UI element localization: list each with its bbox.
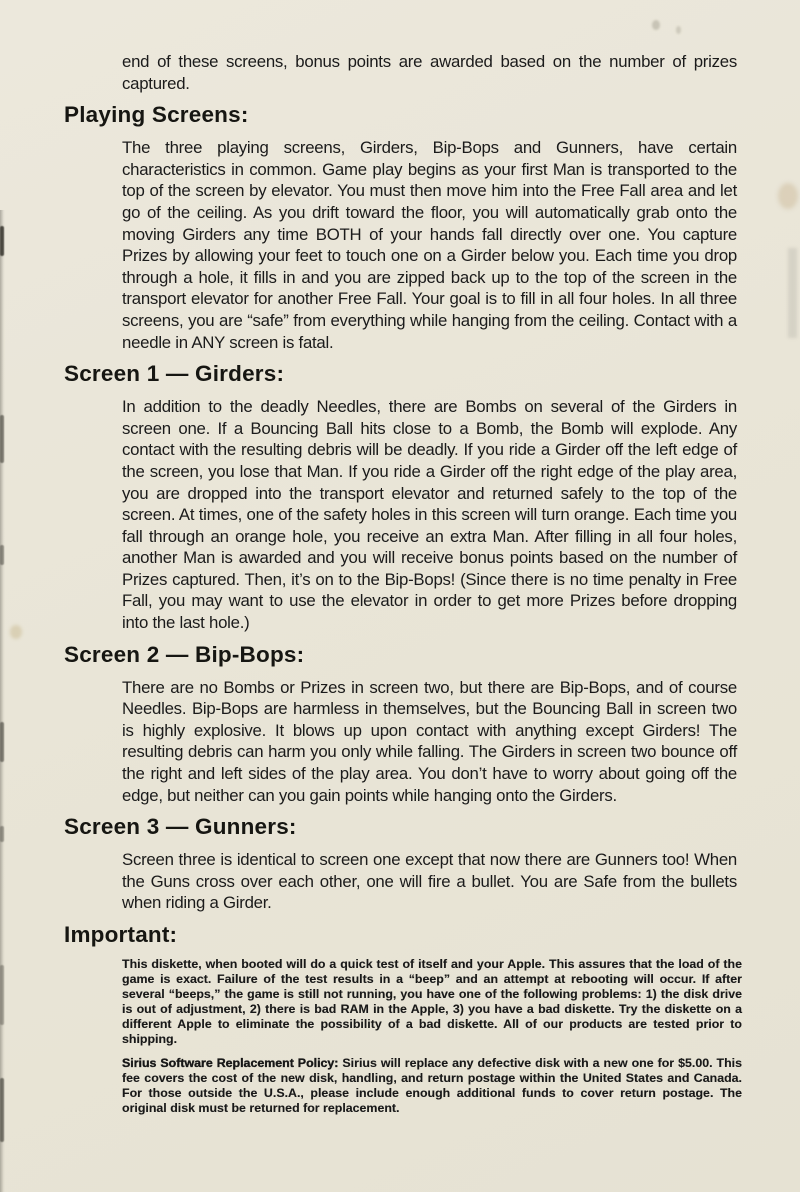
section-body-screen-2-bip-bops: There are no Bombs or Prizes in screen two, but there are Bip-Bops, and of course Needles. Bip-Bops are harmless in themselves, but the Bouncing Ball in screen two is highly explosive. It blows up upon contact with anything except Girders! The resulting debris can harm you only while falling. The Girders in screen two bounce off the right and left sides of the play area. You don’t have to worry about going off the edge, but neither can you gain points while hanging onto the Girders. [122,677,737,805]
section-body-screen-1-girders: In addition to the deadly Needles, there are Bombs on several of the Girders in screen one. If a Bouncing Ball hits close to a Bomb, the Bomb will explode. Any contact with the resulting debris will be deadly. If you ride a Girder off the left edge of the screen, you lose that Man. If you ride a Girder off the right edge of the play area, you are dropped into the transport elevator and returned safely to the top of the screen. At times, one of the safety holes in this screen will turn orange. Each time you fall through an orange hole, you receive an extra Man. After filling in all four holes, another Man is awarded and you will receive bonus points based on the number of Prizes captured. Then, it’s on to the Bip-Bops! (Since there is no time penalty in Free Fall, you may want to use the elevator in order to get more Prizes before dropping into the last hole.) [122,397,737,633]
intro-paragraph: end of these screens, bonus points are awarded based on the number of prizes captured. [122,52,737,93]
section-heading-screen-1-girders: Screen 1 — Girders: [64,361,285,387]
section-heading-screen-2-bip-bops: Screen 2 — Bip-Bops: [64,641,305,667]
important-replacement-policy [122,1056,742,1116]
section-heading-important: Important: [64,922,178,947]
replacement-policy-text: Sirius will replace any defective disk with a new one for $5.00. This fee covers the cost of the new disk, handling, and return postage within the United States and Canada. For those outside the U.S.A., please include enough additional funds to cover return postage. The original disk must be returned for replacement. [122,1055,742,1115]
section-heading-playing-screens: Playing Screens: [64,102,249,128]
replacement-policy-label: Sirius Software Replacement Policy: [122,1055,339,1070]
section-heading-screen-3-gunners: Screen 3 — Gunners: [64,814,297,840]
section-body-screen-3-gunners: Screen three is identical to screen one except that now there are Gunners too! When the Guns cross over each other, one will fire a bullet. You are Safe from the bullets when riding a Girder. [122,850,737,913]
section-screen-3-gunners [64,814,737,914]
important-diskette-note: This diskette, when booted will do a quick test of itself and your Apple. This assures that the load of the game is exact. Failure of the test results in a “beep” and an attempt at rebooting will occur. If after several “beeps,” the game is still not running, you have one of the following problems: 1) the disk drive is out of adjustment, 2) there is bad RAM in the Apple, 3) you have a bad diskette. Try the diskette on a different Apple to eliminate the possibility of a bad diskette. All of our products are tested prior to shipping. [122,957,742,1047]
section-screen-2-bip-bops [64,641,737,807]
section-important [64,922,742,1116]
section-screen-1-girders [64,361,737,634]
section-playing-screens [64,102,737,353]
section-body-playing-screens: The three playing screens, Girders, Bip-Bops and Gunners, have certain characteristics in common. Game play begins as your first Man is transported to the top of the screen by elevator. You must then move him into the Free Fall area and let go of the ceiling. As you drift toward the floor, you will automatically grab onto the moving Girders any time BOTH of your hands fall directly over one. You capture Prizes by allowing your feet to touch one on a Girder below you. Each time you drop through a hole, it fills in and you are zipped back up to the top of the screen in the transport elevator for another Free Fall. Your goal is to fill in all four holes. In all three screens, you are “safe” from everything while hanging from the ceiling. Contact with a needle in ANY screen is fatal. [122,138,737,352]
